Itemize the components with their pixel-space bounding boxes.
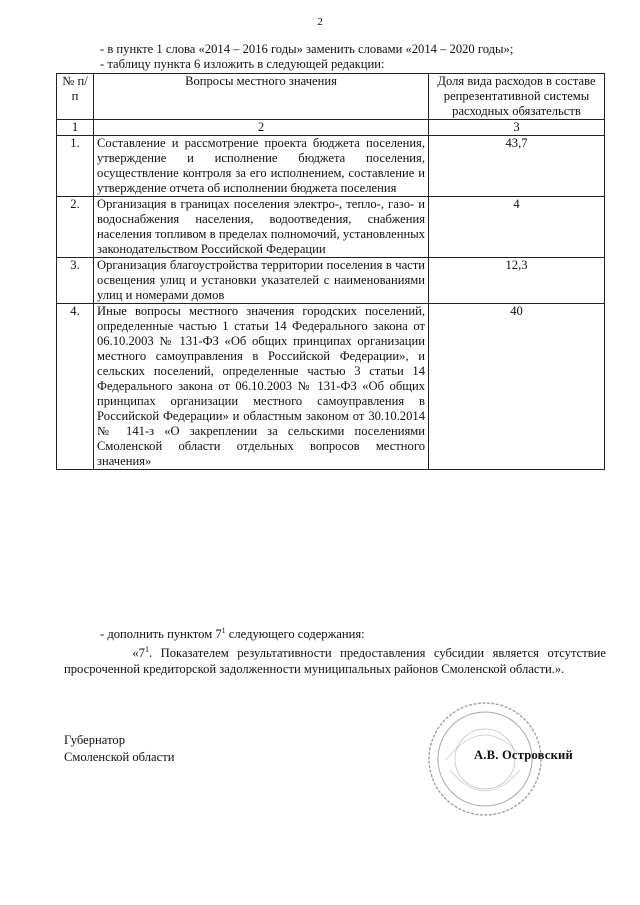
table-row <box>57 197 605 258</box>
header-question: Вопросы местного значения <box>94 74 429 120</box>
add-point-line <box>100 627 365 642</box>
table-row <box>57 304 605 470</box>
row-share: 12,3 <box>429 258 605 304</box>
signatory-title <box>64 732 174 766</box>
add-point-suffix: следующего содержания: <box>225 627 365 641</box>
index-cell: 1 <box>57 120 94 136</box>
signatory-name: А.В. Островский <box>474 748 573 762</box>
add-point-prefix: - дополнить пунктом 7 <box>100 627 222 641</box>
page-number: 2 <box>317 16 323 28</box>
signatory-title-line-2: Смоленской области <box>64 750 175 764</box>
table-index-row <box>57 120 605 136</box>
row-question: Организация в границах поселения электро-, тепло-, газо- и водоснабжения населения, водоотведения, снабжения населения топливом в пределах полномочий, установленных законодательством Российской Федерации <box>94 197 429 258</box>
row-question: Иные вопросы местного значения городских поселений, определенные частью 1 статьи 14 Федерального закона от 06.10.2003 № 131-ФЗ «Об общих принципах организации местного самоуправления в Российской Федерации», и сельских поселений, определенные частью 3 статьи 14 Федерального закона от 06.10.2003 № 131-ФЗ «Об общих принципах организации местного самоуправления в Российской Федерации» и областным законом от 30.10.2014 № 141-з «О закреплении за сельскими поселениями Смоленской области отдельных вопросов местного значения» <box>94 304 429 470</box>
row-share: 43,7 <box>429 136 605 197</box>
row-num: 4. <box>57 304 94 470</box>
table-header-row <box>57 74 605 120</box>
table-row <box>57 258 605 304</box>
index-cell: 3 <box>429 120 605 136</box>
quote-open: «7 <box>132 646 145 660</box>
expenses-table <box>56 73 605 470</box>
row-num: 1. <box>57 136 94 197</box>
signatory-title-line-1: Губернатор <box>64 733 125 747</box>
add-point-sup: 1 <box>221 625 226 635</box>
table-row <box>57 136 605 197</box>
row-num: 3. <box>57 258 94 304</box>
row-share: 40 <box>429 304 605 470</box>
row-share: 4 <box>429 197 605 258</box>
row-num: 2. <box>57 197 94 258</box>
row-question: Организация благоустройства территории поселения в части освещения улиц и установки указателей с наименованиями улиц и номерами домов <box>94 258 429 304</box>
new-point-paragraph <box>64 645 606 677</box>
intro-line-2: - таблицу пункта 6 изложить в следующей редакции: <box>100 57 385 71</box>
quote-sup: 1 <box>144 644 149 654</box>
row-question: Составление и рассмотрение проекта бюджета поселения, утверждение и исполнение бюджета поселения, осуществление контроля за его исполнением, составление и утверждение отчета об исполнении бюджета поселения <box>94 136 429 197</box>
header-num: № п/п <box>57 74 94 120</box>
header-share: Доля вида расходов в составе репрезентативной системы расходных обязательств <box>429 74 605 120</box>
index-cell: 2 <box>94 120 429 136</box>
intro-line-1: - в пункте 1 слова «2014 – 2016 годы» заменить словами «2014 – 2020 годы»; <box>100 42 514 56</box>
quote-text: . Показателем результативности предоставления субсидии является отсутствие просроченной кредиторской задолженности муниципальных районов Смоленской области.». <box>64 646 606 676</box>
